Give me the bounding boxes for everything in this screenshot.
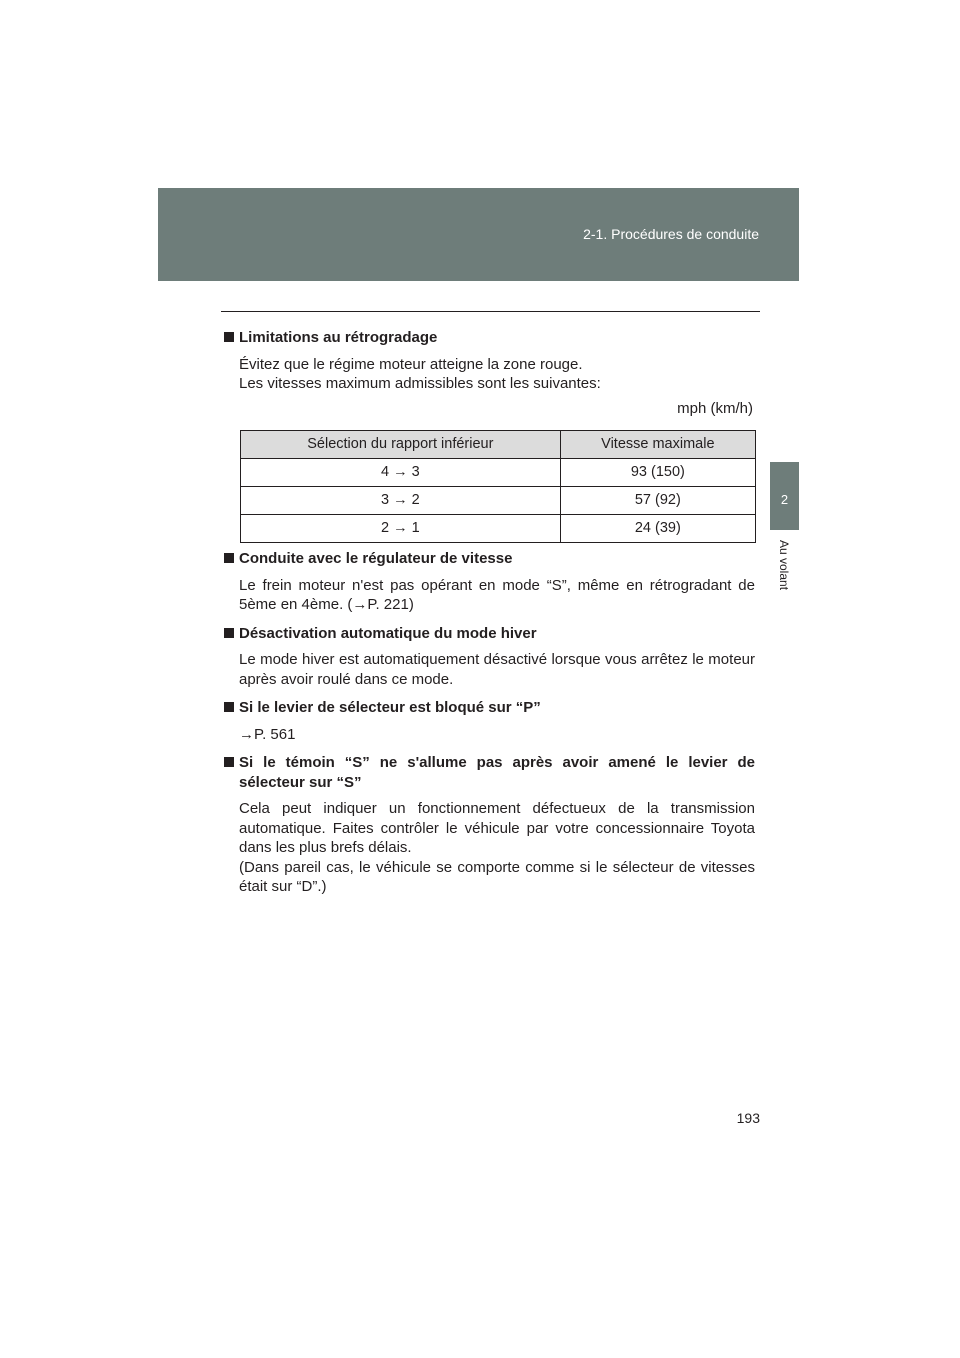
chapter-label-container [773,540,795,606]
section-heading-text: Désactivation automatique du mode hiver [239,624,537,642]
section-heading-text: Limitations au rétrogradage [239,329,438,346]
section-heading-text: Si le témoin “S” ne s'allume pas après avoir amené le levier de sélecteur sur “S” [239,754,755,791]
body-line: Les vitesses maximum admissibles sont les suivantes: [239,375,601,392]
body-line: Évitez que le régime moteur atteigne la zone rouge. [239,355,583,373]
table-header-row [241,431,756,459]
unit-label: mph (km/h) [677,399,753,417]
top-rule [221,311,760,312]
square-bullet-icon [224,332,234,342]
table-cell: 93 (150) [560,459,755,487]
page-number: 193 [736,1110,760,1126]
body-text: (Dans pareil cas, le véhicule se comporte comme si le sélecteur de vitesses était sur “D”.) [239,858,755,895]
table-header-cell: Vitesse maximale [560,431,755,459]
section-heading [224,624,755,644]
square-bullet-icon [224,628,234,638]
page-reference: →P. 561 [239,725,296,743]
table-row [241,459,756,487]
square-bullet-icon [224,757,234,767]
section-heading [224,753,755,792]
chapter-number: 2 [780,492,789,507]
page-content [224,328,755,897]
speed-table [240,430,756,543]
table-header-cell: Sélection du rapport inférieur [241,431,561,459]
table-cell: 24 (39) [560,515,755,543]
chapter-label: Au volant [777,540,791,591]
section-heading [224,698,755,718]
body-text: Cela peut indiquer un fonctionnement défectueux de la transmission automatique. Faites contrôler le véhicule par votre concessionnaire Toyota dans les plus brefs délais. [239,800,755,856]
table-row [241,515,756,543]
chapter-tab [770,462,799,530]
body-text: Le frein moteur n'est pas opérant en mode “S”, même en rétrogradant de 5ème en 4ème. (→P. 221) [239,576,755,613]
body-text: Le mode hiver est automatiquement désactivé lorsque vous arrêtez le moteur après avoir roulé dans ce mode. [239,651,755,688]
table-cell: 57 (92) [560,487,755,515]
table-cell: 4 → 3 [241,459,561,487]
table-cell: 3 → 2 [241,487,561,515]
section-heading-text: Conduite avec le régulateur de vitesse [239,550,513,567]
section-title: 2-1. Procédures de conduite [583,226,759,242]
square-bullet-icon [224,702,234,712]
section-heading [224,328,755,348]
table-cell: 2 → 1 [241,515,561,543]
header-band [158,188,799,281]
section-heading-text: Si le levier de sélecteur est bloqué sur “P” [239,699,541,716]
section-heading [224,549,755,569]
square-bullet-icon [224,553,234,563]
table-row [241,487,756,515]
